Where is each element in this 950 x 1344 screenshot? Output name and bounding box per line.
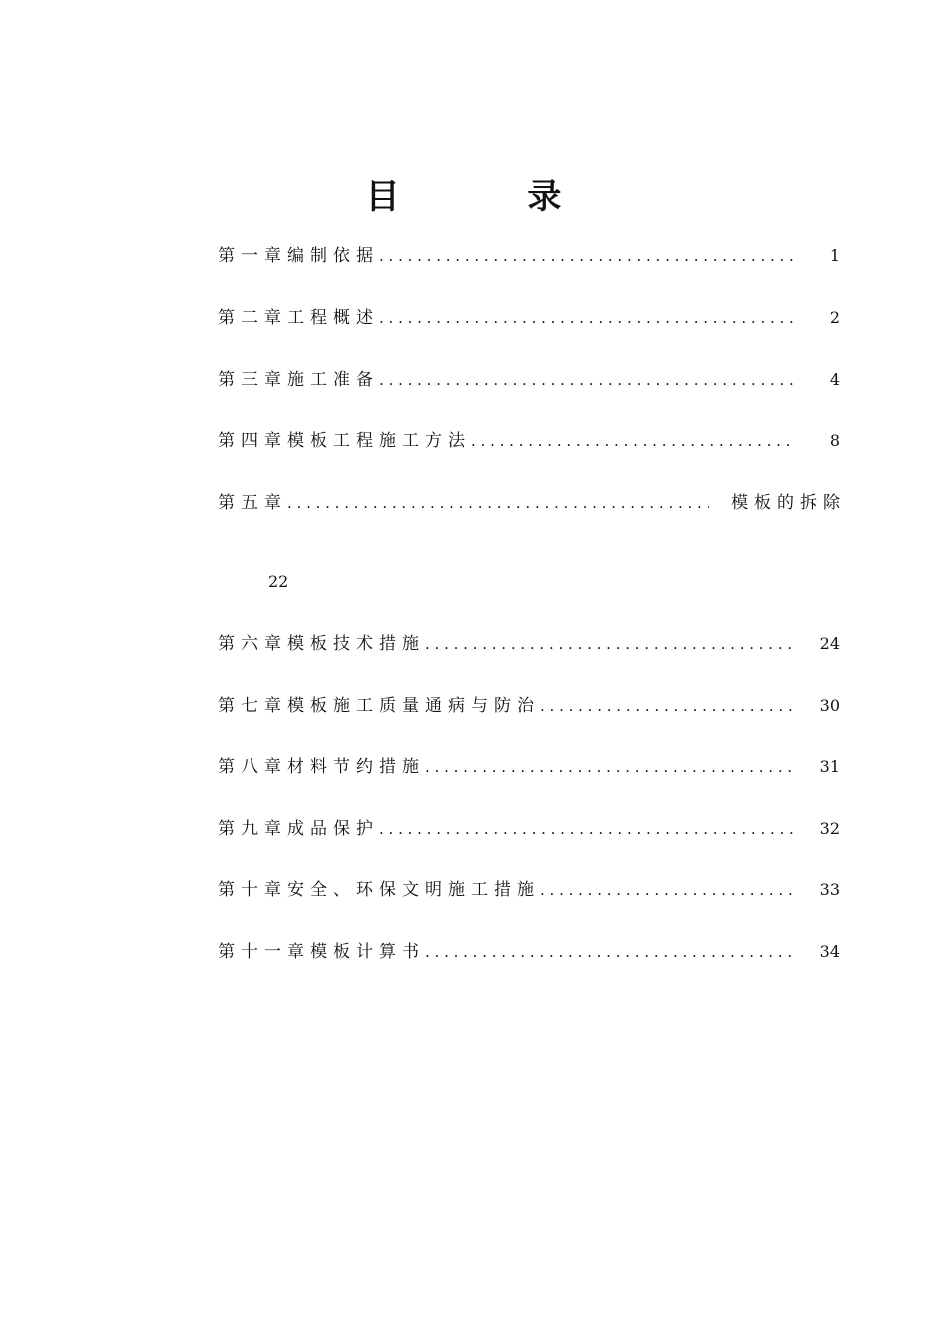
toc-leader-dots xyxy=(379,817,794,841)
toc-leader-dots xyxy=(540,694,794,718)
toc-entry[interactable] xyxy=(218,244,840,268)
toc-entry-page: 4 xyxy=(829,370,840,389)
toc-entry-page: 33 xyxy=(819,880,840,899)
toc-entry-label: 第四章模板工程施工方法 xyxy=(218,431,471,451)
toc-entry-label: 第五章 xyxy=(218,493,287,513)
toc-entry-page: 32 xyxy=(819,819,840,838)
toc-entry-page: 31 xyxy=(819,757,840,776)
toc-leader-dots xyxy=(379,306,794,330)
toc-leader-dots xyxy=(379,244,794,268)
toc-entry-label: 第三章施工准备 xyxy=(218,370,379,390)
toc-entry-page: 30 xyxy=(819,696,840,715)
toc-leader-dots xyxy=(379,368,794,392)
toc-entry-label-right: 模板的拆除 xyxy=(731,493,846,513)
toc-entry-label: 第七章模板施工质量通病与防治 xyxy=(218,696,540,716)
toc-entry-page: 2 xyxy=(829,308,840,327)
toc-leader-dots xyxy=(425,632,794,656)
toc-entry-label: 第一章编制依据 xyxy=(218,246,379,266)
toc-entry-label: 第九章成品保护 xyxy=(218,819,379,839)
toc-leader-dots xyxy=(425,755,794,779)
toc-entry-label: 第六章模板技术措施 xyxy=(218,634,425,654)
toc-leader-dots xyxy=(287,491,709,515)
toc-entry[interactable] xyxy=(218,429,840,453)
toc-entry-label: 第十章安全、环保文明施工措施 xyxy=(218,880,540,900)
toc-entry-label: 第十一章模板计算书 xyxy=(218,942,425,962)
toc-entry[interactable] xyxy=(218,878,840,902)
toc-leader-dots xyxy=(540,878,794,902)
toc-entry-page: 8 xyxy=(829,431,840,450)
toc-entry[interactable] xyxy=(218,817,840,841)
toc-entry-label: 第八章材料节约措施 xyxy=(218,757,425,777)
toc-entry[interactable] xyxy=(218,940,840,964)
toc-entry-page: 1 xyxy=(829,246,840,265)
toc-entry-page: 22 xyxy=(268,572,289,591)
toc-entry-label: 第二章工程概述 xyxy=(218,308,379,328)
toc-entry[interactable] xyxy=(218,632,840,656)
toc-entry-wrapped[interactable] xyxy=(218,491,846,515)
toc-entry[interactable] xyxy=(218,306,840,330)
toc-entry[interactable] xyxy=(218,368,840,392)
toc-entry[interactable] xyxy=(218,755,840,779)
toc-entry[interactable] xyxy=(218,694,840,718)
toc-entry-page: 34 xyxy=(819,942,840,961)
toc-leader-dots xyxy=(425,940,794,964)
toc-leader-dots xyxy=(471,429,794,453)
toc-entry-page: 24 xyxy=(819,634,840,653)
toc-title: 目 录 xyxy=(365,177,620,217)
